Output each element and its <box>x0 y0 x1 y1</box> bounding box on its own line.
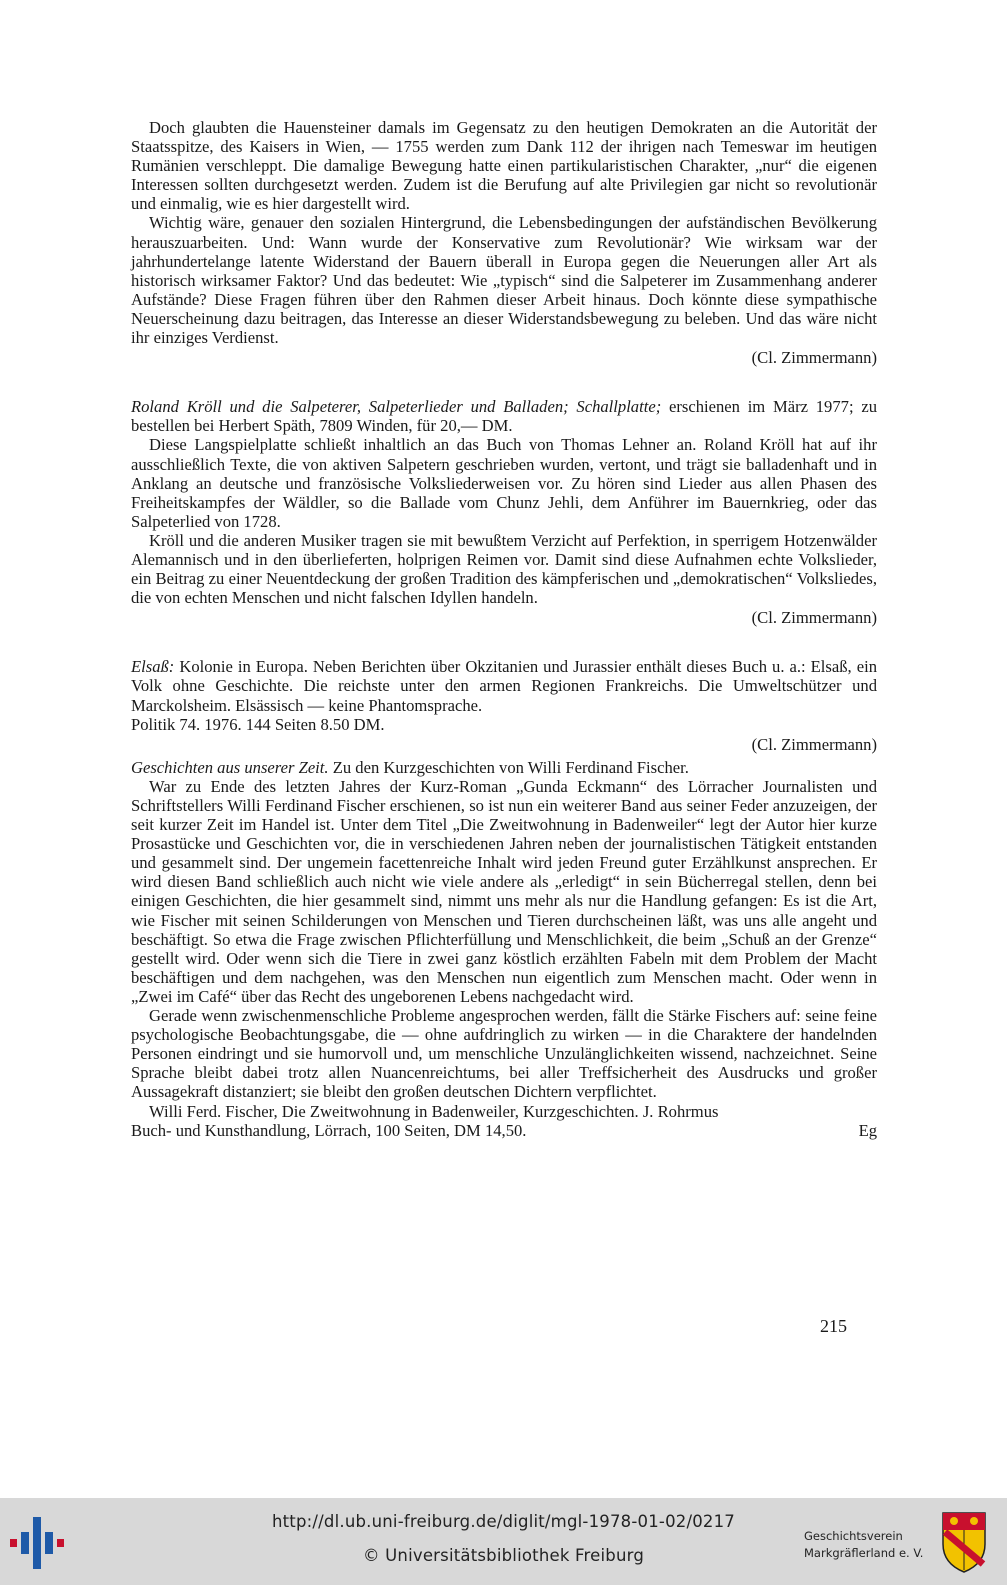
society-name <box>804 1528 936 1562</box>
review-heading <box>131 758 877 777</box>
review-title: Roland Kröll und die Salpeterer, Salpeterlieder und Balladen; Schallplatte; <box>131 397 662 417</box>
paragraph: Kröll und die anderen Musiker tragen sie mit bewußtem Verzicht auf Perfektion, in sperrigem Hotzenwälder Alemannisch und in den überlieferten, holprigen Reimen vor. Damit sind diese Aufnahmen echte Volkslieder, ein Beitrag zu einer Neuentdeckung der großen Tradition des kämpferischen und „demokratischen“ Volksliedes, die von echten Menschen und nicht falschen Idyllen handeln. <box>131 530 877 608</box>
review-text: Kolonie in Europa. Neben Berichten über Okzitanien und Jurassier enthält dieses Buch u. a.: Elsaß, ein Volk ohne Geschichte. Die reichste unter den armen Regionen Frankreichs. Die Umweltschützer und Marckolsheim. Elsässisch — keine Phantomsprache. <box>131 657 877 715</box>
paragraph: War zu Ende des letzten Jahres der Kurz-Roman „Gunda Eckmann“ des Lörracher Journalisten und Schriftstellers Willi Ferdinand Fischer erschienen, so ist nun ein weiterer Band aus seiner Feder anzuzeigen, der seit kurzer Zeit im Handel ist. Unter dem Titel „Die Zweitwohnung in Badenweiler“ legt der Autor hier kurze Prosastücke und Geschichten vor, die in verschiedenen Jahren neben der journalistischen Tätigkeit entstanden und gesammelt sind. Der ungemein facettenreiche Inhalt wird jeden Freund guter Erzählkunst ansprechen. Er wird diesen Band schließlich auch nicht wie viele andere als „erledigt“ in sein Bücherregal stellen, denn bei einigen Geschichten, die hier gesammelt sind, nimmt uns mehr als nur die Handlung gefangen: Es ist die Art, wie Fischer mit seinen Schilderungen von Menschen und Tieren durchscheinen läßt, was uns alle angeht und beschäftigt. So etwa die Frage zwischen Pflichterfüllung und Menschlichkeit, die beim „Schuß an der Grenze“ gestellt wird. Oder wenn sich die Tiere in zwei ganz köstlich erzählten Fabeln mit dem Problem der Macht beschäftigen und dem nachgehen, was den Menschen nun eigentlich zum Menschen macht. Oder wenn in „Zwei im Café“ über das Recht des ungeborenen Lebens nachgedacht wird. <box>131 776 877 1006</box>
review-signature: (Cl. Zimmermann) <box>751 608 877 628</box>
paragraph: Wichtig wäre, genauer den sozialen Hintergrund, die Lebensbedingungen der aufständischen Bevölkerung herauszuarbeiten. Und: Wann wurde der Konservative zum Revolutionär? Wie wirksam war der jahrhundertelange latente Widerstand der Bauern überall in Europa gegen die Neuerungen aller Art als historisch wirksamer Faktor? Und das bedeutet: Wie „typisch“ sind die Salpeterer im Zusammenhang anderer Aufstände? Diese Fragen führen über den Rahmen dieser Arbeit hinaus. Doch könnte diese sympathische Neuerscheinung dazu beitragen, das Interesse an dieser Widerstandsbewegung zu beleben. Und das wäre nicht ihr einziges Verdienst. <box>131 213 877 348</box>
article-body <box>131 118 877 1140</box>
paragraph: Diese Langspielplatte schließt inhaltlich an das Buch von Thomas Lehner an. Roland Kröll hat auf ihr ausschließlich Texte, die von aktiven Salpetern geschrieben wurden, vertont, und trägt sie balladenhaft und in Anklang an deutsche und französische Volksliederweisen vor. Zu hören sind Lieder aus allen Phasen des Freiheitskampfes der Wäldler, so die Ballade vom Chunz Jehli, dem Anführer im Bauernkrieg, oder das Salpeterlied von 1728. <box>131 435 877 531</box>
page-number: 215 <box>820 1316 847 1336</box>
copyright-notice: © Universitätsbibliothek Freiburg <box>362 1546 644 1565</box>
paragraph-last-line <box>131 1121 877 1140</box>
review-intro: Zu den Kurzgeschichten von Willi Ferdinand Fischer. <box>328 757 689 777</box>
review-signature: (Cl. Zimmermann) <box>751 734 877 754</box>
society-name-line: Geschichtsverein <box>804 1529 903 1543</box>
review-heading <box>131 397 877 435</box>
document-url-link[interactable]: http://dl.ub.uni-freiburg.de/diglit/mgl-1978-01-02/0217 <box>271 1512 736 1531</box>
paragraph: Gerade wenn zwischenmenschliche Probleme angesprochen werden, fällt die Stärke Fischers auf: seine feine psychologische Beobachtungsgabe, die — ohne aufdringlich zu wirken — in die Charaktere der handelnden Personen eindringt und sie humorvoll und, um menschliche Unzulänglichkeiten wissend, nachzeichnet. Seine Sprache bleibt dabei trotz allen Nuancenreichtums, bei aller Treffsicherheit des Ausdrucks und großer Aussagekraft distanziert; sie bleibt den großen deutschen Dichtern verpflichtet. <box>131 1006 877 1102</box>
paragraph: Doch glaubten die Hauensteiner damals im Gegensatz zu den heutigen Demokraten an die Autorität der Staatsspitze, des Kaisers in Wien, — 1755 werden zum Dank 112 der ihrigen nach Temeswar im heutigen Rumänien verschleppt. Die damalige Bewegung hatte einen partikularistischen Charakter, „nur“ die eigenen Interessen sollten durchgesetzt werden. Zudem ist die Berufung auf alte Privilegien gar nicht so revolutionär und einmalig, wie es hier dargestellt wird. <box>131 118 877 214</box>
review-signature: (Cl. Zimmermann) <box>751 348 877 368</box>
coat-of-arms-icon <box>940 1510 988 1574</box>
review-heading <box>131 657 877 714</box>
footer-bar <box>0 1498 1007 1585</box>
review-title: Elsaß: <box>131 657 175 677</box>
review-source: Politik 74. 1976. 144 Seiten 8.50 DM. <box>131 714 385 734</box>
paragraph: Willi Ferd. Fischer, Die Zweitwohnung in Badenweiler, Kurzgeschichten. J. Rohrmus <box>149 1101 719 1121</box>
book-source: Buch- und Kunsthandlung, Lörrach, 100 Seiten, DM 14,50. <box>131 1120 527 1140</box>
review-signature: Eg <box>858 1120 877 1140</box>
review-intro: erschienen im März 1977; zu bestellen bei Herbert Späth, 7809 Winden, für 20,— DM. <box>131 397 877 436</box>
review-title: Geschichten aus unserer Zeit. <box>131 757 329 777</box>
society-name-line: Markgräflerland e. V. <box>804 1546 924 1560</box>
